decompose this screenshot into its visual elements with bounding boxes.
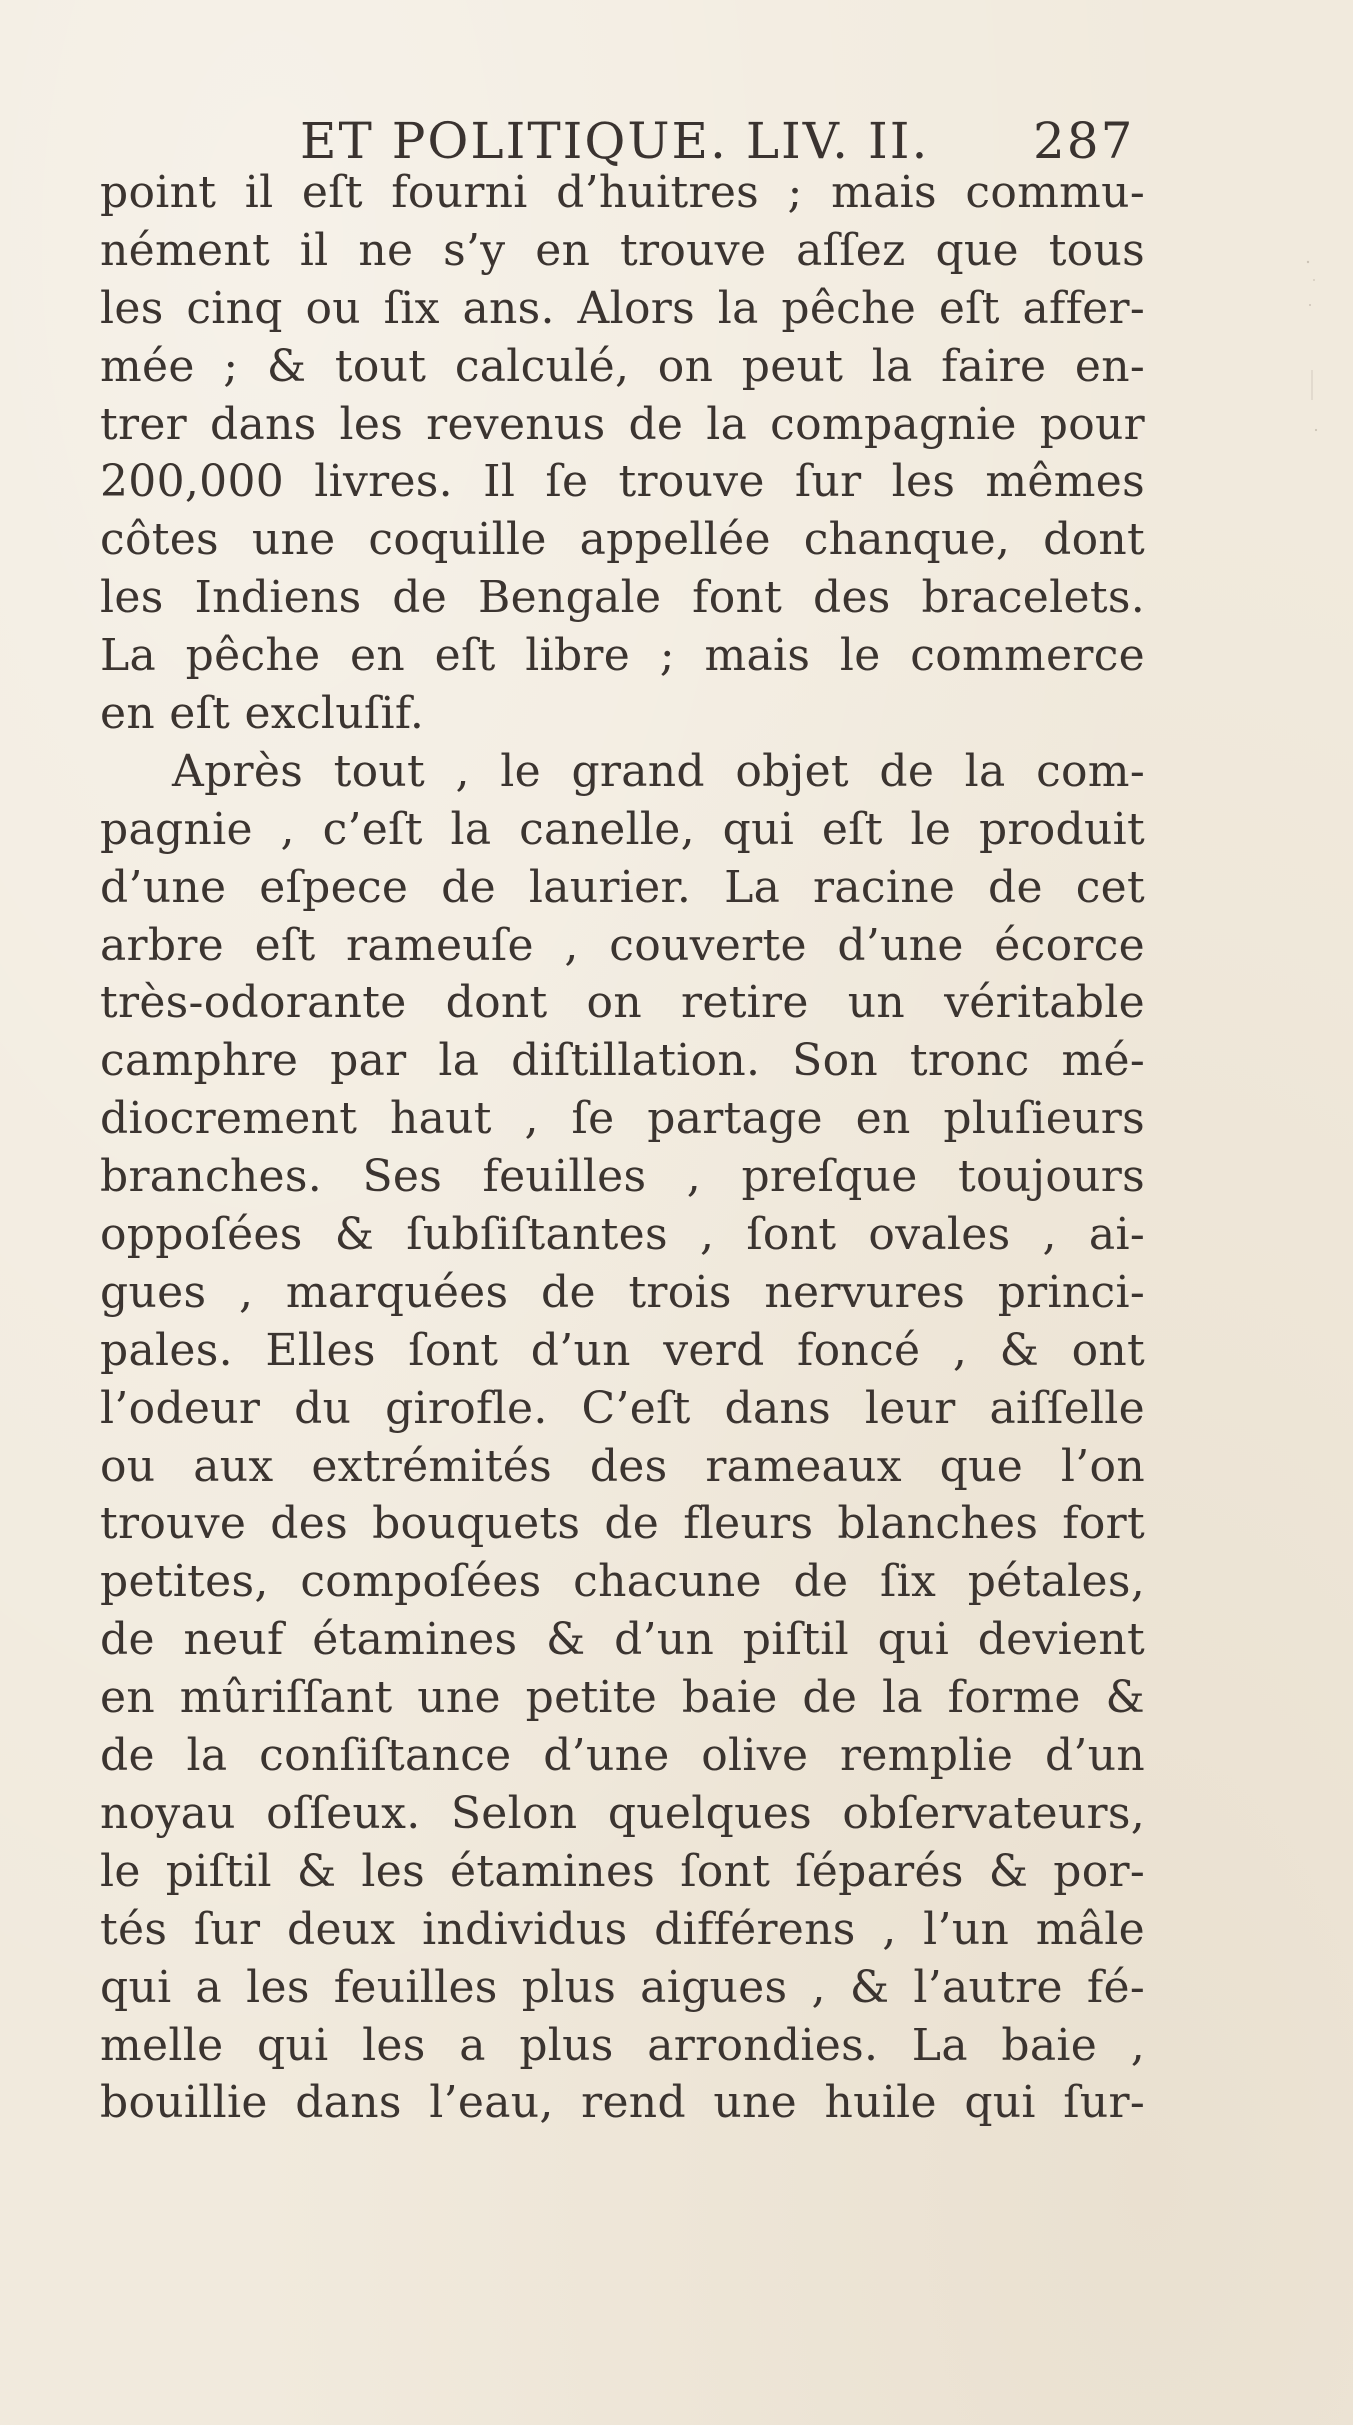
body-text xyxy=(100,164,1145,2132)
text-line: noyau oſſeux. Selon quelques obſervateurs, xyxy=(100,1787,1145,1839)
text-line: le piſtil & les étamines ſont ſéparés & por- xyxy=(100,1845,1145,1897)
text-line: côtes une coquille appellée chanque, dont xyxy=(100,514,1145,566)
text-line: de la conſiſtance d’une olive remplie d’un xyxy=(100,1730,1145,1782)
margin-specks xyxy=(1300,250,1330,450)
text-line: melle qui les a plus arrondies. La baie , xyxy=(100,2019,1145,2071)
page-number: 287 xyxy=(1033,112,1135,170)
text-line: très-odorante dont on retire un véritable xyxy=(100,977,1145,1029)
text-line: les Indiens de Bengale font des bracelets. xyxy=(100,572,1145,624)
text-line: nément il ne s’y en trouve aſſez que tous xyxy=(100,224,1145,276)
text-line: trouve des bouquets de fleurs blanches fort xyxy=(100,1498,1145,1550)
text-line: 200,000 livres. Il ſe trouve ſur les mêmes xyxy=(100,456,1145,508)
text-line: pales. Elles ſont d’un verd foncé , & ont xyxy=(100,1324,1145,1376)
text-line: qui a les feuilles plus aigues , & l’autre fé- xyxy=(100,1961,1145,2013)
text-line: l’odeur du girofle. C’eſt dans leur aiſſelle xyxy=(100,1382,1145,1434)
text-line: de neuf étamines & d’un piſtil qui devient xyxy=(100,1614,1145,1666)
running-head-title: ET POLITIQUE. LIV. II. xyxy=(300,112,930,170)
text-line: tés ſur deux individus différens , l’un mâle xyxy=(100,1903,1145,1955)
text-line: d’une eſpece de laurier. La racine de cet xyxy=(100,861,1145,913)
paragraph-first-line: Après tout , le grand objet de la com- xyxy=(172,745,1145,797)
text-line: camphre par la diſtillation. Son tronc mé- xyxy=(100,1035,1145,1087)
text-line: petites, compoſées chacune de ſix pétales, xyxy=(100,1556,1145,1608)
text-line: les cinq ou ſix ans. Alors la pêche eſt affer- xyxy=(100,282,1145,334)
text-line: mée ; & tout calculé, on peut la faire en- xyxy=(100,340,1145,392)
text-line: en mûriſſant une petite baie de la forme & xyxy=(100,1672,1145,1724)
text-line: branches. Ses feuilles , preſque toujours xyxy=(100,1151,1145,1203)
text-line: La pêche en eſt libre ; mais le commerce xyxy=(100,630,1145,682)
text-line: gues , marquées de trois nervures princi- xyxy=(100,1266,1145,1318)
text-line: diocrement haut , ſe partage en pluſieurs xyxy=(100,1093,1145,1145)
text-line: oppoſées & ſubſiſtantes , ſont ovales , ai- xyxy=(100,1209,1145,1261)
text-line: pagnie , c’eſt la canelle, qui eſt le produit xyxy=(100,803,1145,855)
text-line: ou aux extrémités des rameaux que l’on xyxy=(100,1440,1145,1492)
text-line: bouillie dans l’eau, rend une huile qui ſur- xyxy=(100,2077,1145,2129)
text-line: en eſt excluſif. xyxy=(100,688,425,740)
text-line: trer dans les revenus de la compagnie pour xyxy=(100,398,1145,450)
text-line: point il eſt fourni d’huitres ; mais commu- xyxy=(100,167,1145,218)
text-line: arbre eſt rameuſe , couverte d’une écorce xyxy=(100,919,1145,971)
